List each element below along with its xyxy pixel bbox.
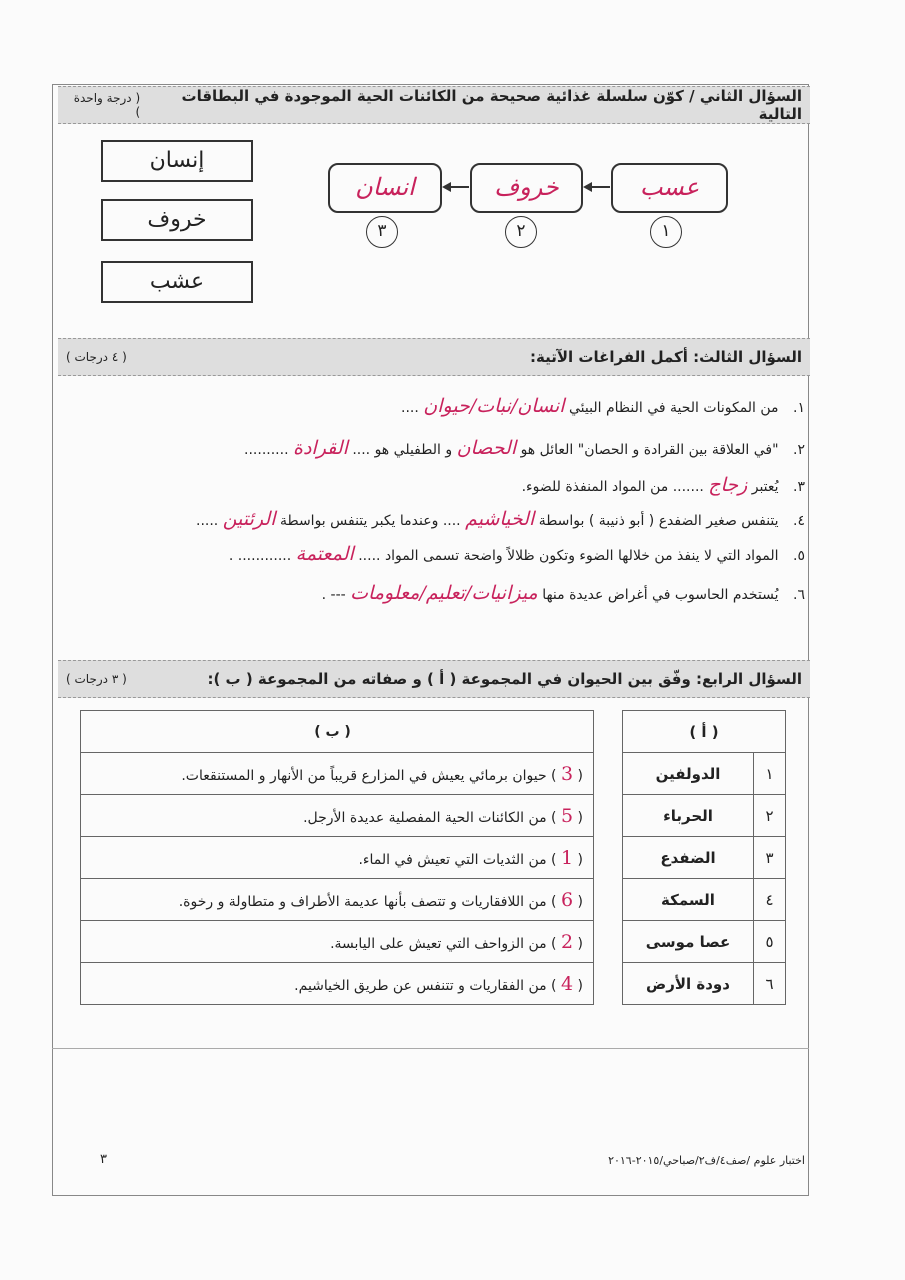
handwritten-answer: ميزانيات/تعليم/معلومات xyxy=(350,582,538,604)
exam-info: اختبار علوم /صف٤/ف٢/صباحي/٢٠١٥-٢٠١٦ xyxy=(608,1154,805,1167)
handwritten-answer: الرئتين xyxy=(222,508,276,530)
q3-header xyxy=(58,338,810,376)
card-sheep: خروف xyxy=(101,199,253,241)
divider xyxy=(52,1048,809,1049)
table-row: ( 3 ) حيوان برمائي يعيش في المزارع قريباً من الأنهار و المستنقعات. xyxy=(81,753,594,795)
chain-number-3: ٣ xyxy=(366,216,398,248)
match-answer: 6 xyxy=(560,888,574,911)
match-answer: 3 xyxy=(560,762,574,785)
table-row: ٢ الحرباء xyxy=(623,795,786,837)
handwritten-answer: القرادة xyxy=(293,437,348,459)
q3-line-6: ٦. يُستخدم الحاسوب في أغراض عديدة منها ميزانيات/تعليم/معلومات --- . xyxy=(321,582,805,604)
group-b-header: ( ب ) xyxy=(81,711,594,753)
q2-marks: ( درجة واحدة ) xyxy=(73,91,141,119)
handwritten-answer: المعتمة xyxy=(295,543,354,565)
q3-line-3: ٣. يُعتبر زجاج ....... من المواد المنفذة للضوء. xyxy=(521,474,805,496)
match-answer: 2 xyxy=(560,930,574,953)
handwritten-answer: انسان/نبات/حيوان xyxy=(423,395,565,417)
group-a-header: ( أ ) xyxy=(623,711,786,753)
page-frame xyxy=(52,84,809,1196)
group-b-table xyxy=(80,710,594,1005)
table-row: ٥ عصا موسى xyxy=(623,921,786,963)
table-row: ٣ الضفدع xyxy=(623,837,786,879)
q3-marks: ( ٤ درجات ) xyxy=(66,350,127,364)
card-human: إنسان xyxy=(101,140,253,182)
table-row: ( 4 ) من الفقاريات و تتنفس عن طريق الخياشيم. xyxy=(81,963,594,1005)
chain-number-1: ١ xyxy=(650,216,682,248)
table-row: ( 6 ) من اللافقاريات و تتصف بأنها عديمة الأطراف و متطاولة و رخوة. xyxy=(81,879,594,921)
table-row: ( 5 ) من الكائنات الحية المفصلية عديدة الأرجل. xyxy=(81,795,594,837)
group-a-table xyxy=(622,710,786,1005)
q2-header xyxy=(58,86,810,124)
table-row: ١ الدولفين xyxy=(623,753,786,795)
chain-number-2: ٢ xyxy=(505,216,537,248)
q4-header xyxy=(58,660,810,698)
q3-line-4: ٤. يتنفس صغير الضفدع ( أبو ذنيبة ) بواسطة الخياشيم .... وعندما يكبر يتنفس بواسطة الرئتين ..... xyxy=(196,508,805,530)
chain-box-1: عسب xyxy=(611,163,728,213)
table-row: ٦ دودة الأرض xyxy=(623,963,786,1005)
arrow-left-icon xyxy=(583,180,611,194)
q3-title: السؤال الثالث: أكمل الفراغات الآتية: xyxy=(530,348,802,366)
table-row: ( 1 ) من الثديات التي تعيش في الماء. xyxy=(81,837,594,879)
q3-line-2: ٢. "في العلاقة بين القرادة و الحصان" العائل هو الحصان و الطفيلي هو .... القرادة .......... xyxy=(244,437,805,459)
chain-box-2: خروف xyxy=(470,163,583,213)
match-answer: 1 xyxy=(560,846,574,869)
chain-box-3: انسان xyxy=(328,163,442,213)
match-answer: 4 xyxy=(560,972,574,995)
handwritten-answer: الخياشيم xyxy=(465,508,535,530)
match-answer: 5 xyxy=(560,804,574,827)
q2-title: السؤال الثاني / كوّن سلسلة غذائية صحيحة من الكائنات الحية الموجودة في البطاقات التالية xyxy=(181,87,802,123)
q3-line-1: ١. من المكونات الحية في النظام البيئي انسان/نبات/حيوان .... xyxy=(401,395,805,417)
q3-line-5: ٥. المواد التي لا ينفذ من خلالها الضوء وتكون ظلالاً واضحة تسمى المواد ..... المعتمة ............ . xyxy=(228,543,805,565)
handwritten-answer: زجاج xyxy=(708,474,748,496)
table-row: ٤ السمكة xyxy=(623,879,786,921)
page-number: ٣ xyxy=(100,1152,107,1167)
table-row: ( 2 ) من الزواحف التي تعيش على اليابسة. xyxy=(81,921,594,963)
arrow-left-icon xyxy=(442,180,470,194)
handwritten-answer: الحصان xyxy=(456,437,517,459)
q4-title: السؤال الرابع: وفّق بين الحيوان في المجموعة ( أ ) و صفاته من المجموعة ( ب ): xyxy=(207,670,802,688)
q4-marks: ( ٣ درجات ) xyxy=(66,672,127,686)
card-grass: عشب xyxy=(101,261,253,303)
